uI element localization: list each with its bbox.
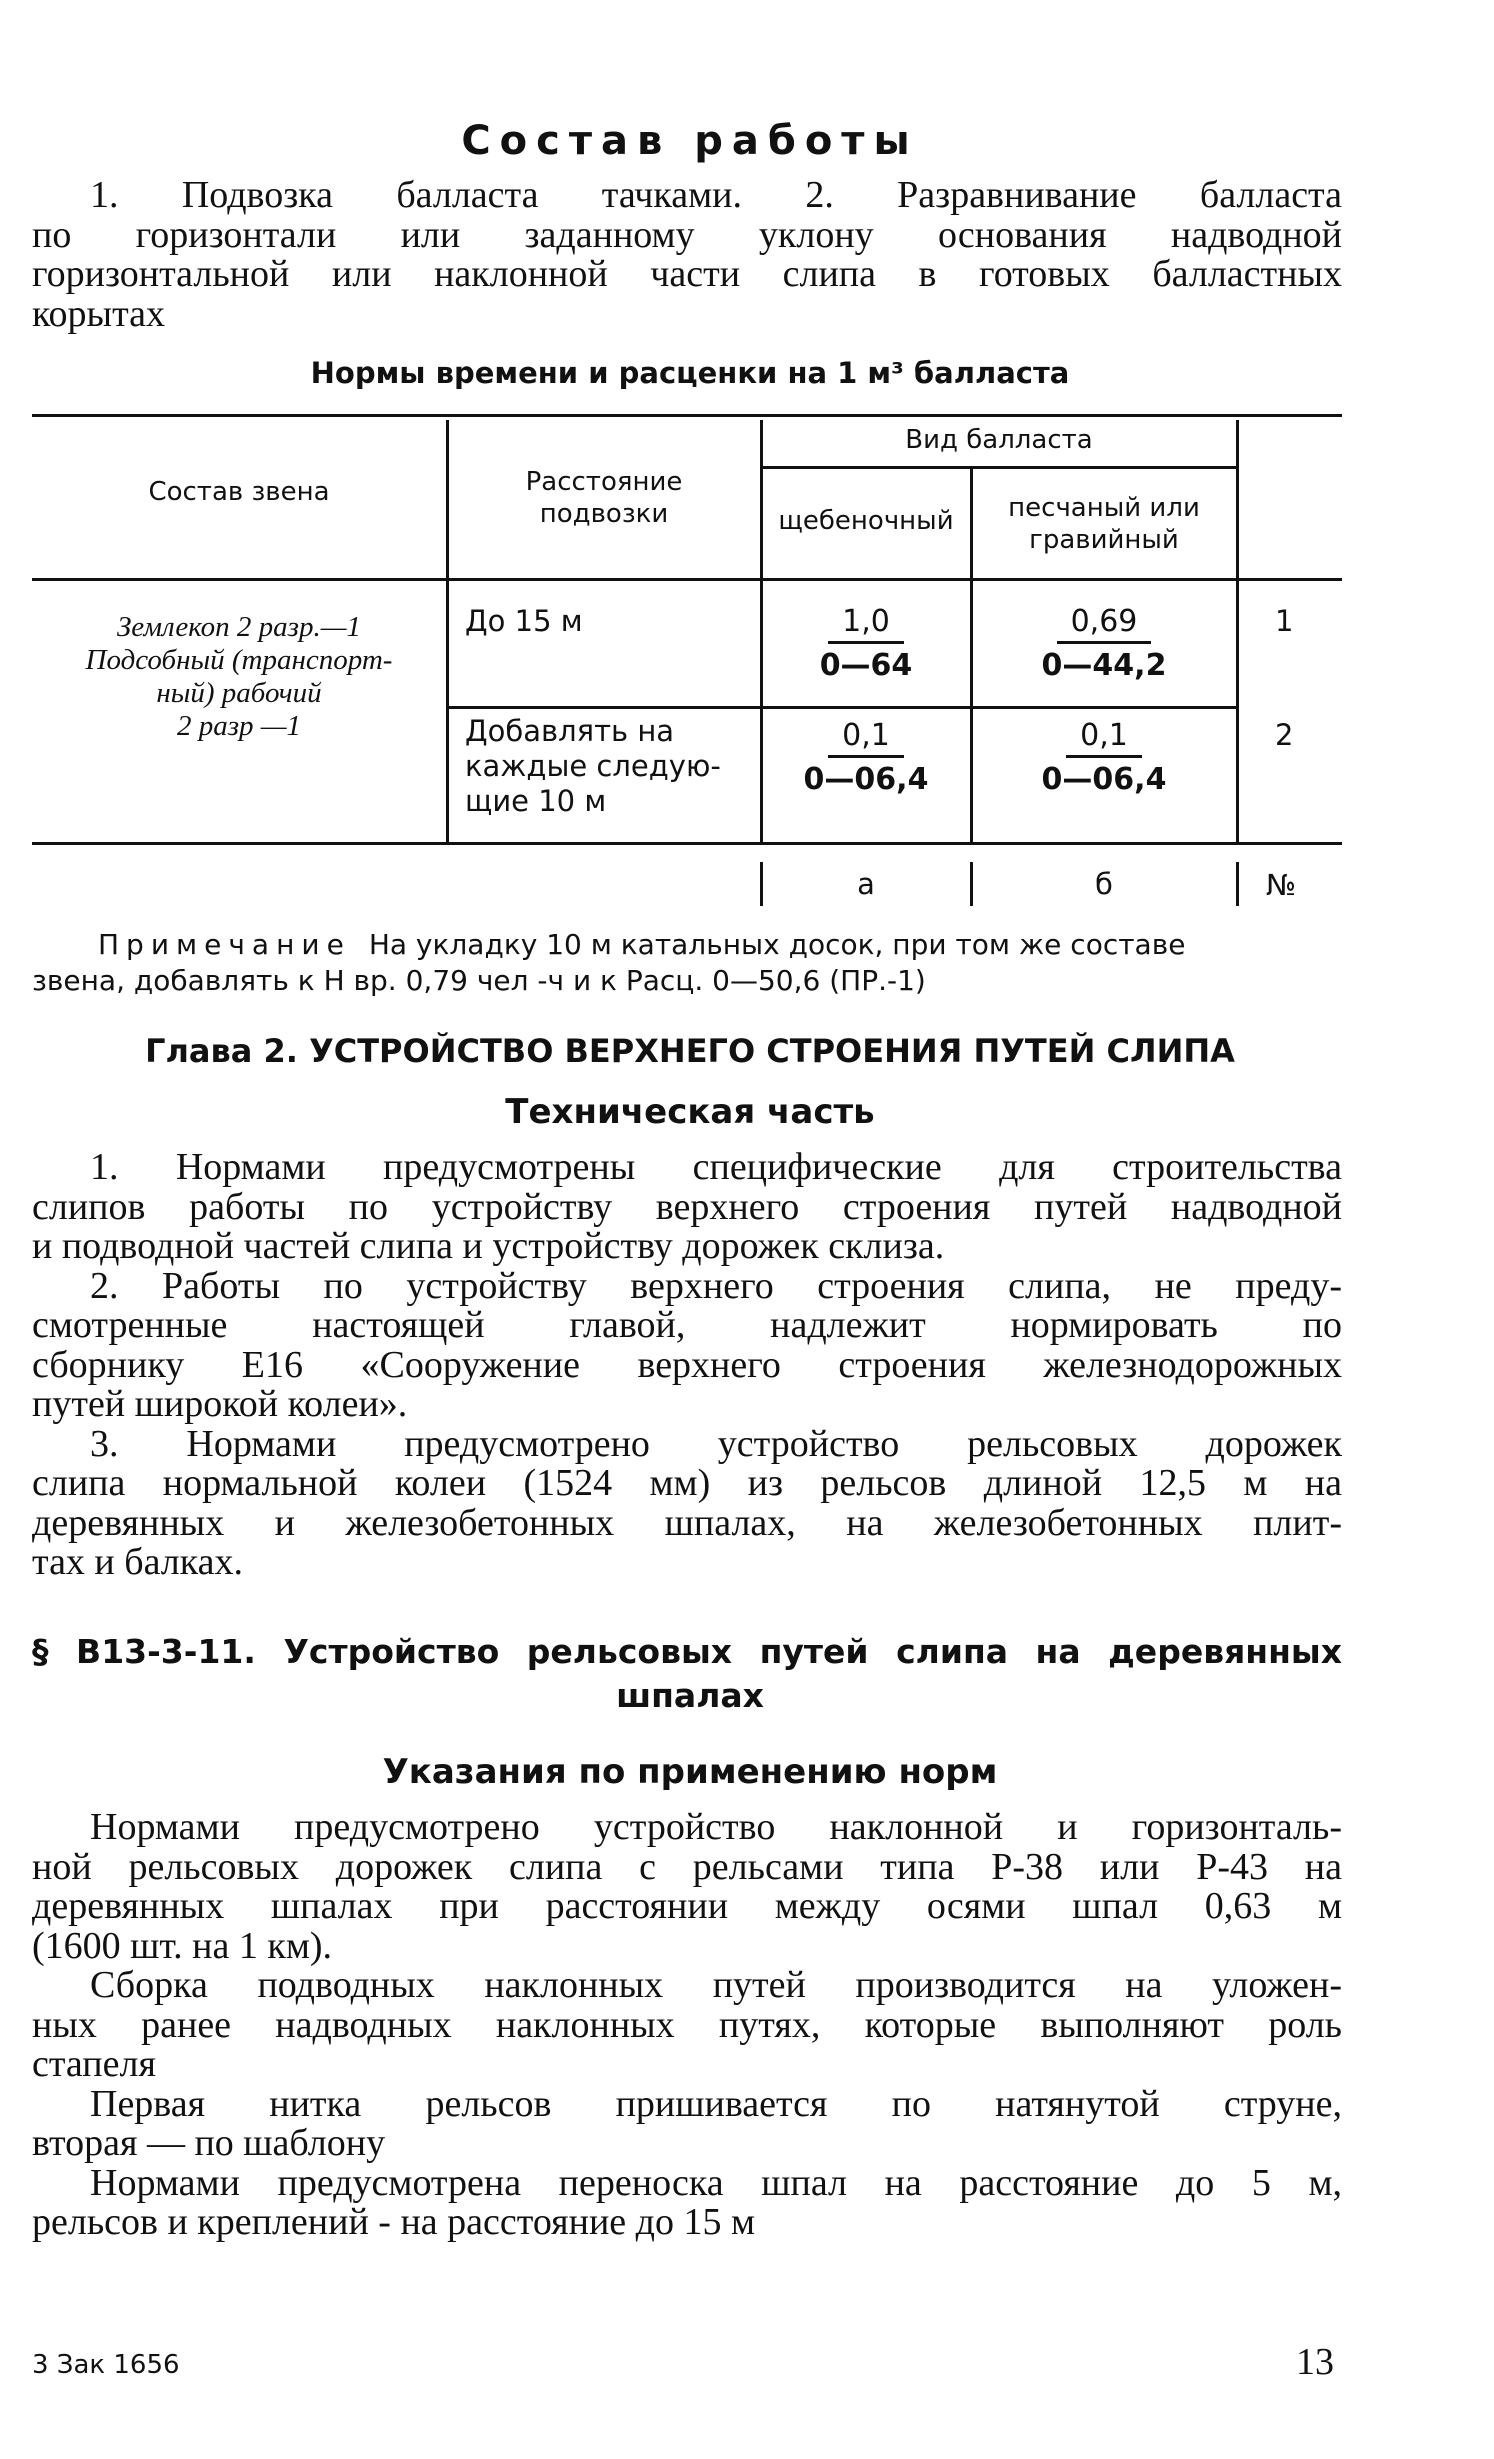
table-header-divider: [32, 578, 1342, 581]
column-label-number: №: [1266, 868, 1297, 902]
text-line: 1. Подвозка балласта тачками. 2. Разравнивание балласта: [90, 174, 1342, 216]
text-line: Первая нитка рельсов пришивается по натянутой струне,: [90, 2082, 1342, 2125]
technical-part-text: [32, 1148, 1342, 1583]
rate: 0—44,2: [1041, 648, 1167, 683]
crew-line: Подсобный (транспорт-: [85, 644, 393, 676]
text-line: стапеля: [32, 2043, 156, 2085]
row2-distance: Добавлять на каждые следую-щие 10 м: [465, 714, 721, 818]
note-text-cont: звена, добавлять к Н вр. 0,79 чел -ч и к Расц. 0—50,6 (ПР.-1): [32, 964, 926, 997]
text-line: смотренные настоящей главой, надлежит нормировать по: [32, 1304, 1342, 1346]
paragraph-subtitle: Указания по применению норм: [382, 1752, 998, 1792]
crew-line: ный) рабочий: [156, 677, 322, 709]
row1-sand-value: [972, 604, 1236, 683]
table-divider: [760, 466, 1238, 469]
row1-number: 1: [1275, 604, 1294, 638]
table-col-divider: [1236, 420, 1239, 842]
table-footer-divider: [1236, 862, 1239, 906]
text-line: тах и балках.: [32, 1541, 244, 1583]
text-line: Нормами предусмотрена переноска шпал на расстояние до 5 м,: [90, 2161, 1342, 2204]
chapter-title: Глава 2. УСТРОЙСТВО ВЕРХНЕГО СТРОЕНИЯ ПУТЕЙ СЛИПА: [145, 1032, 1235, 1070]
norm-time: 0,1: [1066, 718, 1142, 758]
text-line: путей широкой колеи».: [32, 1383, 408, 1425]
text-line: слипов работы по устройству верхнего строения путей надводной: [32, 1185, 1342, 1228]
text-line: деревянных шпалах при расстоянии между осями шпал 0,63 м: [32, 1885, 1342, 1927]
row2-number: 2: [1275, 718, 1294, 752]
header-crushed: щебеночный: [778, 506, 954, 536]
text-line: Нормами предусмотрено устройство наклонной и горизонталь-: [90, 1806, 1342, 1848]
text-line: горизонтальной или наклонной части слипа в готовых балластных: [32, 253, 1342, 295]
text-line: по горизонтали или заданному уклону основания надводной: [32, 213, 1342, 256]
text-line: 3. Нормами предусмотрено устройство рельсовых дорожек: [90, 1422, 1342, 1465]
table-col-divider: [446, 420, 449, 842]
chapter-subtitle: Техническая часть: [505, 1092, 875, 1132]
text-line: 2. Работы по устройству верхнего строения слипа, не преду-: [90, 1264, 1342, 1307]
application-notes-text: [32, 1808, 1342, 2243]
header-sand: песчаный или гравийный: [1008, 493, 1200, 555]
crew-composition: [32, 611, 446, 743]
rate: 0—64: [819, 648, 913, 683]
norm-time: 0,69: [1057, 604, 1152, 644]
column-label-b: б: [1095, 867, 1113, 901]
text-line: (1600 шт. на 1 км).: [32, 1924, 333, 1967]
crew-line: Землекоп 2 разр.—1: [116, 611, 362, 643]
note-label: Примечание: [98, 928, 351, 961]
row1-crushed-value: [762, 604, 970, 683]
text-line: вторая — по шаблону: [32, 2122, 386, 2164]
text-line: слипа нормальной колеи (1524 мм) из рельсов длиной 12,5 м на: [32, 1462, 1342, 1504]
printer-mark: 3 Зак 1656: [32, 2350, 180, 2380]
rate: 0—06,4: [803, 762, 929, 797]
text-line: и подводной частей слипа и устройству дорожек склиза.: [32, 1225, 945, 1267]
text-line: 1. Нормами предусмотрены специфические для строительства: [90, 1146, 1342, 1188]
header-distance: Расстояние подвозки: [525, 467, 683, 529]
row2-crushed-value: [762, 718, 970, 797]
text-line: деревянных и железобетонных шпалах, на железобетонных плит-: [32, 1501, 1342, 1544]
norm-time: 1,0: [828, 604, 904, 644]
page-number: 13: [1296, 2341, 1334, 2383]
text-line: Сборка подводных наклонных путей производится на уложен-: [90, 1964, 1342, 2006]
header-ballast-type: Вид балласта: [905, 425, 1093, 455]
table-row-divider: [448, 706, 1238, 709]
header-crew: Состав звена: [148, 477, 330, 507]
note: [98, 928, 1342, 961]
paragraph-title-cont: шпалах: [616, 1676, 764, 1715]
row1-distance: До 15 м: [465, 604, 583, 638]
row2-sand-value: [972, 718, 1236, 797]
paragraph-title: § В13-3-11. Устройство рельсовых путей слипа на деревянных: [32, 1632, 1342, 1671]
rate: 0—06,4: [1041, 762, 1167, 797]
column-label-a: а: [857, 867, 875, 901]
text-line: ной рельсовых дорожек слипа с рельсами типа Р-38 или Р-43 на: [32, 1845, 1342, 1888]
text-line: рельсов и креплений - на расстояние до 15 м: [32, 2201, 756, 2243]
table-border-bottom: [32, 842, 1342, 845]
table-border-top: [32, 414, 1342, 417]
note-text: На укладку 10 м катальных досок, при том же составе: [368, 928, 1186, 961]
work-composition-text: [32, 176, 1342, 334]
text-line: сборнику Е16 «Сооружение верхнего строения железнодорожных: [32, 1343, 1342, 1386]
section-title: Состав работы: [461, 118, 919, 164]
crew-line: 2 разр —1: [176, 710, 302, 742]
text-line: ных ранее надводных наклонных путях, которые выполняют роль: [32, 2003, 1342, 2046]
table-caption: Нормы времени и расценки на 1 м³ балласта: [310, 356, 1070, 390]
text-line: корытах: [32, 292, 165, 335]
norm-time: 0,1: [828, 718, 904, 758]
